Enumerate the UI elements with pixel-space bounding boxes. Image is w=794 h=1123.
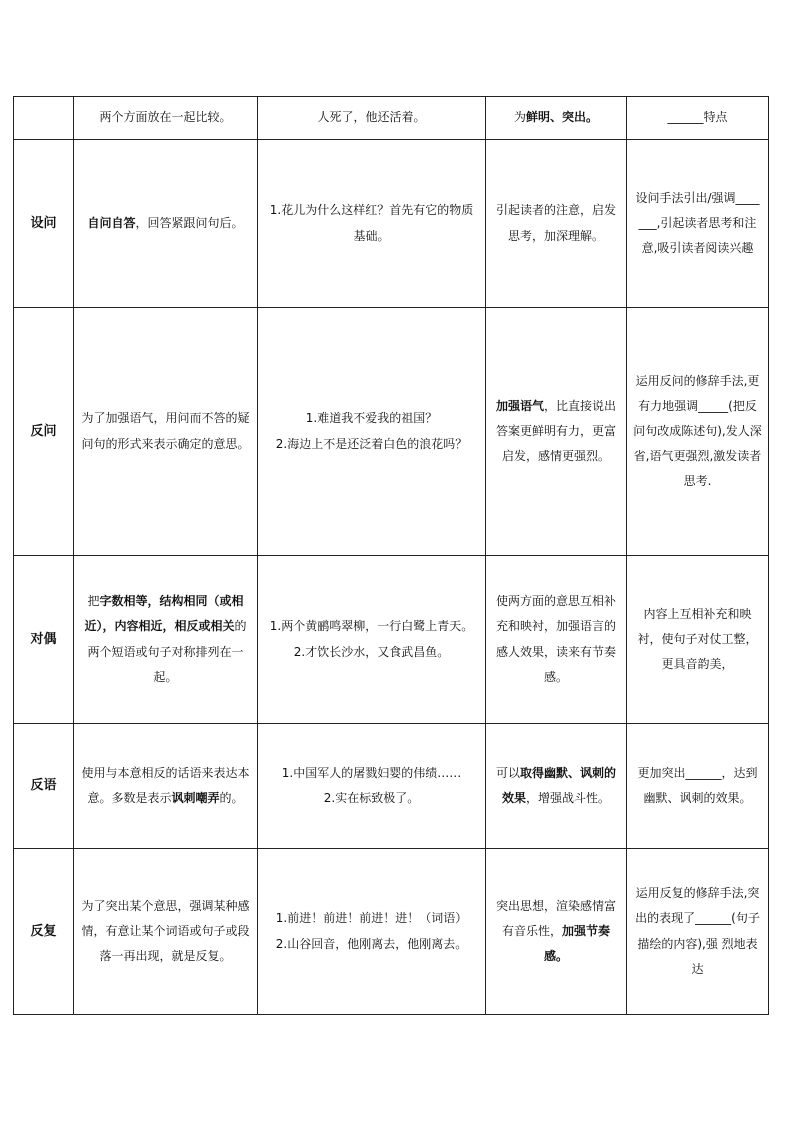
example-line: 2.才饮长沙水，又食武昌鱼。 [293, 644, 450, 659]
answer-text: 特点 [703, 110, 728, 125]
answer-blank: _______ [638, 190, 760, 230]
example-line: 1.难道我不爱我的祖国？ [305, 411, 438, 426]
row-name-cell: 反语 [14, 724, 74, 849]
definition-text: 的两个短语或句子对称排列在一起。 [87, 619, 247, 684]
definition-text: ，回答紧跟问句后。 [135, 215, 244, 230]
answer-text: 运用反复的修辞手法,突出的表现了 [635, 886, 760, 926]
answer-text: (句子描绘的内容),强 烈地表达 [637, 911, 760, 976]
answer-blank: ______ [695, 911, 732, 926]
effect-cell: 使两方面的意思互相补充和映衬，加强语言的感人效果，读来有节奏感。 [486, 556, 627, 724]
answer-cell [627, 97, 769, 140]
example-cell: 人死了，他还活着。 [258, 97, 486, 140]
definition-cell [74, 140, 258, 308]
answer-blank: ______ [685, 765, 722, 780]
definition-text: 使用与本意相反的话语来表达本意。多数是表示 [81, 765, 250, 805]
effect-text: 突出思想，渲染感情富有音乐性， [495, 898, 616, 938]
answer-cell: 内容上互相补充和映衬，使句子对仗工整，更具音韵美， [627, 556, 769, 724]
effect-bold-text: 加强语气 [495, 398, 544, 413]
example-line: 1.两个黄鹂鸣翠柳，一行白鹭上青天。 [269, 619, 474, 634]
effect-text: ，比直接说出答案更鲜明有力，更富启发，感情更强烈。 [495, 398, 617, 464]
answer-cell [627, 849, 769, 1015]
row-name-cell: 设问 [14, 140, 74, 308]
definition-cell [74, 556, 258, 724]
answer-blank: ______ [667, 110, 704, 125]
effect-cell: 引起读者的注意，启发思考，加深理解。 [486, 140, 627, 308]
answer-text: (把反问句改成陈述句),发人深省,语气更强烈,激发读者思考. [633, 398, 762, 489]
row-name-cell: 对偶 [14, 556, 74, 724]
answer-cell [627, 724, 769, 849]
definition-text: 的。 [219, 791, 244, 805]
answer-cell [627, 308, 769, 556]
effect-cell [486, 308, 627, 556]
table-row-header [14, 97, 769, 140]
definition-cell: 为了加强语气，用问而不答的疑问句的形式来表示确定的意思。 [74, 308, 258, 556]
answer-cell [627, 140, 769, 308]
answer-text: 更加突出 [637, 765, 686, 780]
definition-bold-text: 自问自答 [87, 215, 136, 230]
effect-cell [486, 724, 627, 849]
example-cell [258, 308, 486, 556]
definition-cell [74, 724, 258, 849]
table-row-fanfu [14, 849, 769, 1015]
answer-text: 运用反问的修辞手法,更有力地强调 [635, 373, 760, 413]
definition-bold-text: 讽刺嘲弄 [171, 791, 220, 805]
effect-text: 为 [513, 110, 526, 125]
example-cell [258, 849, 486, 1015]
example-line: 2.海边上不是还泛着白色的浪花吗？ [275, 436, 468, 451]
answer-blank: _____ [698, 398, 729, 413]
answer-text: ，达到幽默、讽刺的效果。 [643, 765, 758, 805]
example-line: 2.实在标致极了。 [323, 791, 420, 805]
table-row-shewen [14, 140, 769, 308]
effect-bold-text: 加强节奏感。 [543, 923, 611, 964]
table-row-duiou [14, 556, 769, 724]
example-line: 1.前进！前进！前进！进！（词语） [275, 911, 468, 926]
example-line: 1.中国军人的屠戮妇婴的伟绩…… [281, 765, 462, 780]
definition-cell: 两个方面放在一起比较。 [74, 97, 258, 140]
example-cell: 1.花儿为什么这样红？首先有它的物质基础。 [258, 140, 486, 308]
rhetoric-table [13, 96, 769, 1015]
effect-text: ，增强战斗性。 [526, 791, 611, 805]
example-cell [258, 724, 486, 849]
definition-cell: 为了突出某个意思，强调某种感情，有意让某个词语或句子或段落一再出现，就是反复。 [74, 849, 258, 1015]
table-row-fanyu [14, 724, 769, 849]
definition-text: 把 [87, 594, 100, 609]
example-cell [258, 556, 486, 724]
row-name-cell: 反复 [14, 849, 74, 1015]
example-line: 2.山谷回音，他刚离去，他刚离去。 [275, 936, 468, 951]
effect-text: 可以 [495, 765, 520, 780]
row-name-cell [14, 97, 74, 140]
row-name-cell: 反问 [14, 308, 74, 556]
effect-cell [486, 849, 627, 1015]
effect-cell [486, 97, 627, 140]
answer-text: 设问手法引出/强调 [635, 190, 736, 205]
effect-bold-text: 取得幽默、讽刺的效果 [501, 765, 617, 805]
answer-text: ,引起读者思考和注意,吸引读者阅读兴趣 [641, 215, 757, 256]
effect-bold-text: 鲜明、突出。 [526, 110, 599, 125]
table-row-fanwen [14, 308, 769, 556]
definition-bold-text: 字数相等，结构相同（或相近），内容相近，相反或相关 [84, 594, 244, 634]
